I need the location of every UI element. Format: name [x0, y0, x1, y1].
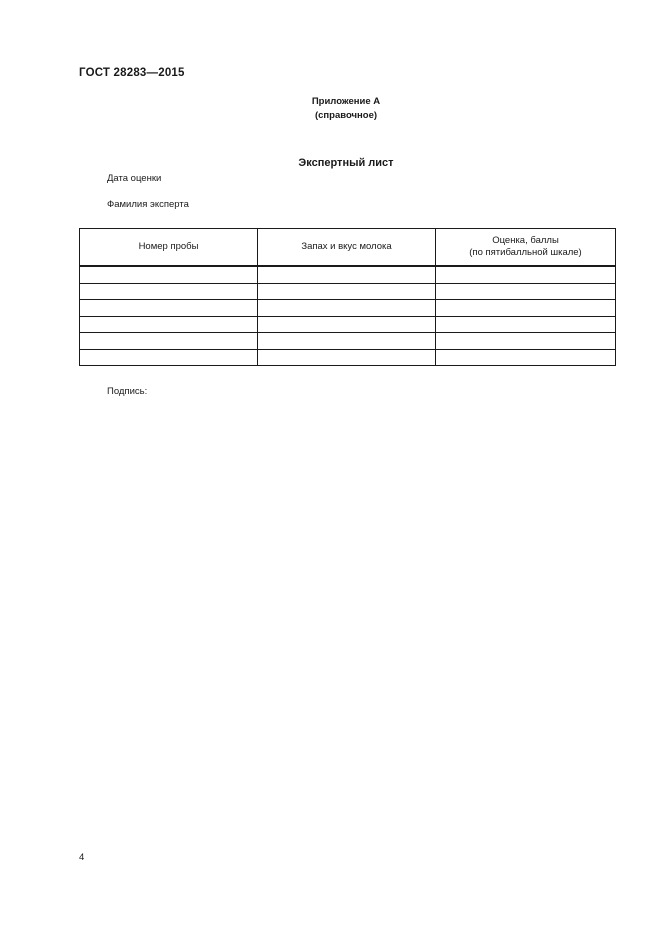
- table-cell: [436, 283, 616, 300]
- table-cell: [436, 300, 616, 317]
- signature-label: Подпись:: [107, 386, 148, 397]
- table-cell: [80, 316, 258, 333]
- table-cell: [436, 333, 616, 350]
- table-row: [80, 333, 616, 350]
- column-header-smell-taste: Запах и вкус молока: [258, 229, 436, 267]
- table-row: [80, 316, 616, 333]
- table-cell: [436, 316, 616, 333]
- document-code: ГОСТ 28283—2015: [79, 67, 185, 79]
- table-cell: [258, 316, 436, 333]
- table-cell: [258, 333, 436, 350]
- expert-name-label: Фамилия эксперта: [107, 199, 189, 210]
- table-cell: [80, 300, 258, 317]
- table-row: [80, 283, 616, 300]
- table-row: [80, 300, 616, 317]
- table-cell: [80, 283, 258, 300]
- table-row: [80, 266, 616, 283]
- column-header-sample-number: Номер пробы: [80, 229, 258, 267]
- table-cell: [80, 266, 258, 283]
- table-cell: [436, 266, 616, 283]
- annex-title: Приложение А: [311, 96, 381, 107]
- sheet-title: Экспертный лист: [298, 157, 394, 169]
- table-cell: [258, 300, 436, 317]
- table-row: [80, 349, 616, 366]
- expert-table: [79, 228, 616, 366]
- table-cell: [258, 266, 436, 283]
- page-number: 4: [79, 852, 85, 863]
- annex-heading: [0, 95, 661, 123]
- date-label: Дата оценки: [107, 173, 162, 184]
- table-cell: [80, 349, 258, 366]
- table-cell: [258, 349, 436, 366]
- column-header-score: Оценка, баллы (по пятибалльной шкале): [436, 229, 616, 267]
- table-cell: [258, 283, 436, 300]
- annex-subtitle: (справочное): [314, 110, 378, 121]
- table-header-row: [80, 229, 616, 267]
- table-cell: [80, 333, 258, 350]
- table-cell: [436, 349, 616, 366]
